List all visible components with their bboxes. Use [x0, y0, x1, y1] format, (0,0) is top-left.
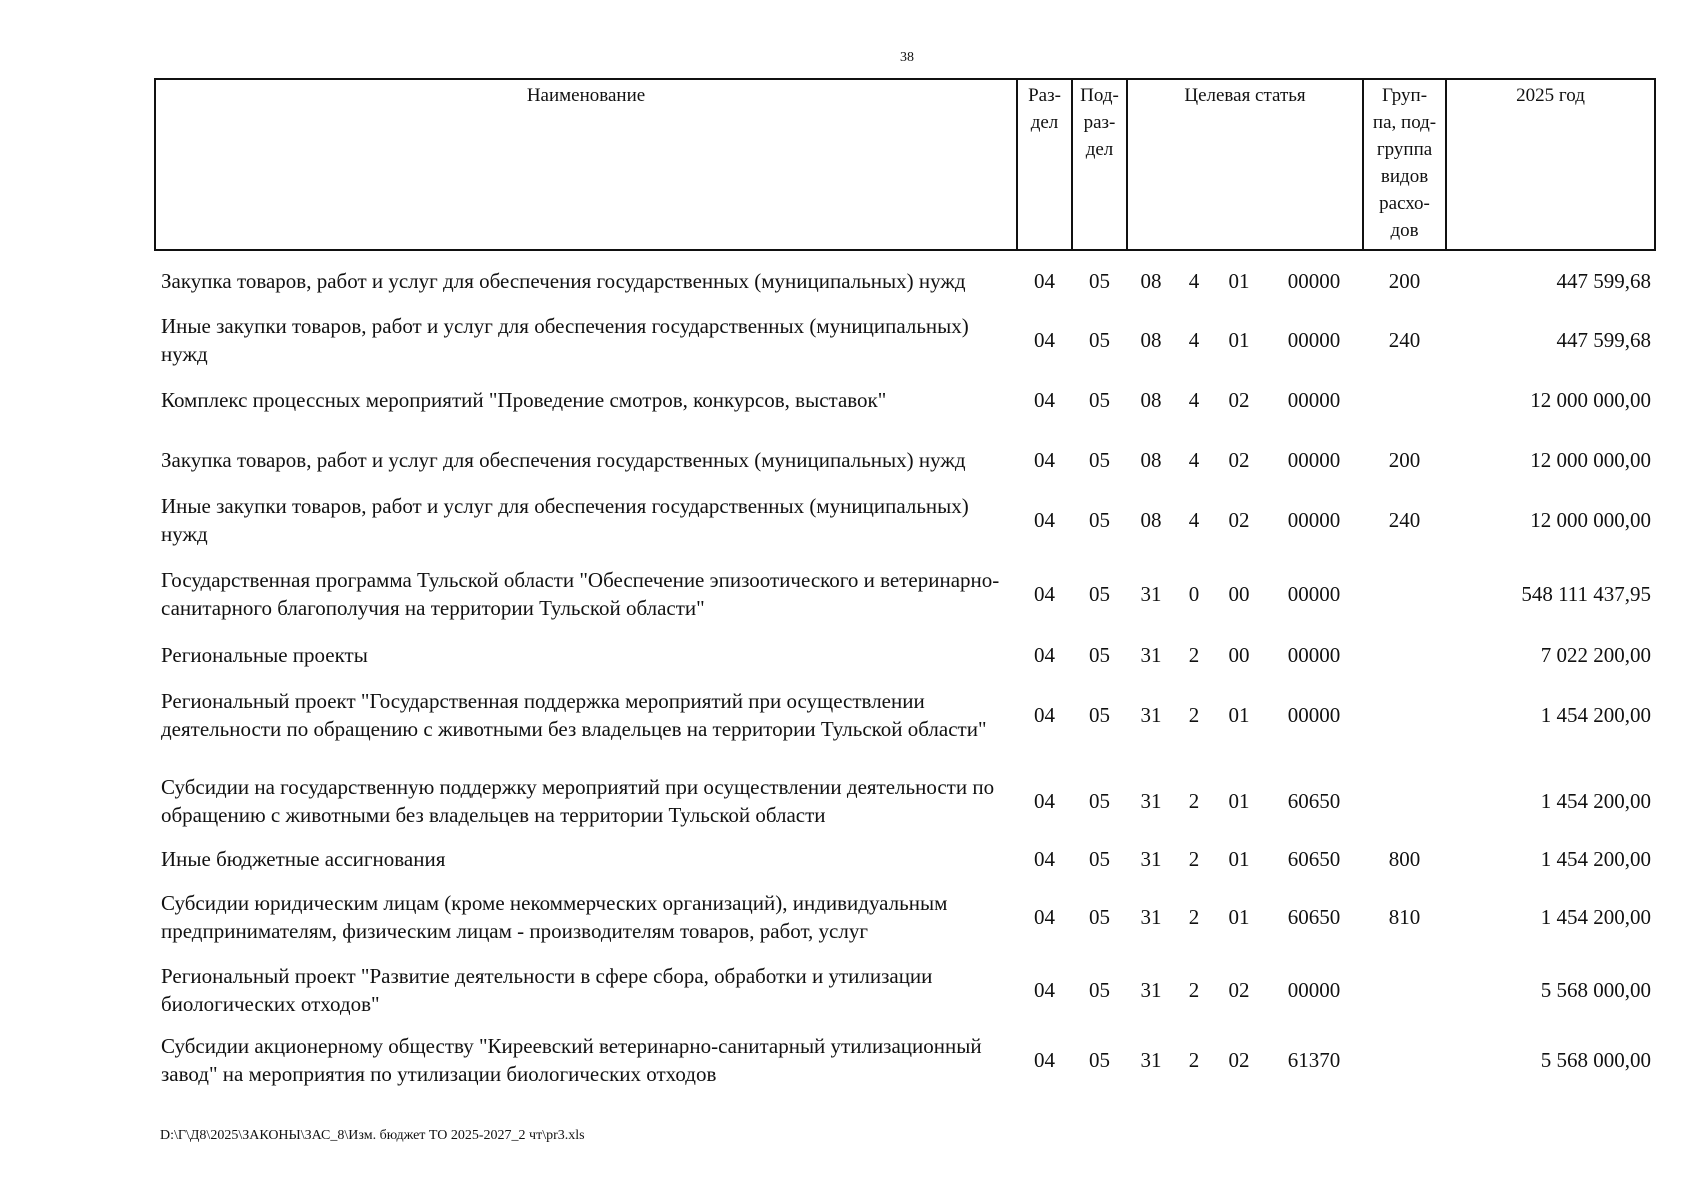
row-target-1: 31: [1140, 905, 1162, 929]
row-target-3: 01: [1228, 268, 1250, 293]
row-target-3: 01: [1228, 328, 1250, 352]
header-group-line: расхо-: [1379, 193, 1430, 214]
row-target-4: 60650: [1287, 789, 1341, 813]
row-target-3: 00: [1228, 643, 1250, 667]
row-target-2: 0: [1188, 582, 1200, 606]
header-name: Наименование: [155, 79, 1017, 250]
table-row: [155, 250, 1655, 310]
row-name: Региональный проект "Государственная поддержка мероприятий при осуществлении деятельности по обращению с животными без владельцев на территории Тульской области": [161, 689, 987, 741]
header-group-line: группа: [1376, 139, 1433, 160]
row-group: [1363, 370, 1446, 430]
footer-file-path: D:\Г\Д8\2025\ЗАКОНЫ\ЗАС_8\Изм. бюджет ТО 2025-2027_2 чт\pr3.xls: [160, 1128, 585, 1143]
row-podrazdel: 05: [1089, 582, 1110, 606]
row-target-3: 02: [1228, 1048, 1250, 1072]
row-sum: 447 599,68: [1556, 328, 1652, 352]
row-podrazdel: 05: [1089, 643, 1110, 667]
row-name: Субсидии акционерному обществу "Киреевский ветеринарно-санитарный утилизационный завод" на мероприятия по утилизации биологических отходов: [161, 1034, 982, 1086]
row-sum: 1 454 200,00: [1540, 847, 1652, 871]
row-target-1: 08: [1140, 508, 1162, 532]
row-razdel: 04: [1034, 703, 1055, 727]
header-podrazdel-line: раз-: [1083, 112, 1116, 133]
table-row: [155, 844, 1655, 874]
row-podrazdel: 05: [1089, 268, 1110, 293]
row-name: Региональные проекты: [161, 643, 368, 667]
row-razdel: 04: [1034, 905, 1055, 929]
row-target-3: 01: [1228, 847, 1250, 871]
table-header: [155, 79, 1655, 250]
row-target-1: 31: [1140, 789, 1162, 813]
row-sum: 1 454 200,00: [1540, 703, 1652, 727]
header-podrazdel: [1072, 79, 1127, 250]
row-razdel: 04: [1034, 643, 1055, 667]
row-target-1: 08: [1140, 388, 1162, 412]
row-group: [1363, 672, 1446, 758]
row-target-1: 08: [1140, 268, 1162, 293]
row-podrazdel: 05: [1089, 1048, 1110, 1072]
row-sum: 12 000 000,00: [1530, 508, 1652, 532]
header-year: 2025 год: [1446, 79, 1655, 250]
header-group-line: па, под-: [1372, 112, 1437, 133]
row-target-4: 00000: [1287, 643, 1341, 667]
row-target-4: 00000: [1287, 508, 1341, 532]
row-target-4: 00000: [1287, 268, 1341, 293]
row-group: [1363, 960, 1446, 1020]
row-target-3: 02: [1228, 388, 1250, 412]
row-razdel: 04: [1034, 448, 1055, 472]
row-target-2: 2: [1188, 978, 1200, 1002]
row-target-2: 2: [1188, 643, 1200, 667]
row-name: Государственная программа Тульской области "Обеспечение эпизоотического и ветеринарно-санитарного благополучия на территории Тульской области": [161, 568, 1000, 620]
row-sum: 447 599,68: [1556, 268, 1652, 293]
row-group: 810: [1388, 905, 1421, 929]
row-group: [1363, 758, 1446, 844]
row-target-1: 31: [1140, 643, 1162, 667]
row-target-2: 4: [1188, 448, 1200, 472]
row-target-2: 2: [1188, 703, 1200, 727]
row-name: Региональный проект "Развитие деятельности в сфере сбора, обработки и утилизации биологических отходов": [161, 964, 933, 1016]
row-target-1: 31: [1140, 847, 1162, 871]
table-row: [155, 874, 1655, 960]
row-target-4: 00000: [1287, 703, 1341, 727]
row-razdel: 04: [1034, 1048, 1055, 1072]
row-target-4: 00000: [1287, 328, 1341, 352]
row-target-4: 60650: [1287, 905, 1341, 929]
row-target-4: 00000: [1287, 582, 1341, 606]
row-podrazdel: 05: [1089, 388, 1110, 412]
row-target-3: 02: [1228, 978, 1250, 1002]
row-target-2: 4: [1188, 328, 1200, 352]
row-razdel: 04: [1034, 268, 1055, 293]
row-sum: 1 454 200,00: [1540, 905, 1652, 929]
row-name: Субсидии юридическим лицам (кроме некоммерческих организаций), индивидуальным предпринимателям, физическим лицам - производителям товаров, работ, услуг: [161, 891, 948, 943]
row-sum: 5 568 000,00: [1540, 1048, 1652, 1072]
row-target-2: 2: [1188, 847, 1200, 871]
row-name: Иные закупки товаров, работ и услуг для обеспечения государственных (муниципальных) нужд: [161, 314, 969, 366]
row-group: [1363, 638, 1446, 672]
row-sum: 1 454 200,00: [1540, 789, 1652, 813]
row-name: Закупка товаров, работ и услуг для обеспечения государственных (муниципальных) нужд: [161, 268, 966, 293]
table-row: [155, 758, 1655, 844]
row-group: [1363, 550, 1446, 638]
row-group: 240: [1388, 508, 1421, 532]
header-group-line: Груп-: [1382, 85, 1428, 106]
row-group: [1363, 1020, 1446, 1100]
row-target-1: 31: [1140, 978, 1162, 1002]
row-razdel: 04: [1034, 582, 1055, 606]
row-target-3: 01: [1228, 703, 1250, 727]
row-name: Иные бюджетные ассигнования: [161, 847, 446, 871]
row-target-2: 2: [1188, 905, 1200, 929]
header-podrazdel-line: Под-: [1080, 85, 1119, 106]
row-group: 240: [1388, 328, 1421, 352]
header-razdel-line: Раз-: [1028, 85, 1061, 106]
row-name: Субсидии на государственную поддержку мероприятий при осуществлении деятельности по обращению с животными без владельцев на территории Тульской области: [161, 775, 995, 827]
row-razdel: 04: [1034, 508, 1055, 532]
row-razdel: 04: [1034, 388, 1055, 412]
row-target-2: 4: [1188, 508, 1200, 532]
row-target-1: 31: [1140, 703, 1162, 727]
row-podrazdel: 05: [1089, 703, 1110, 727]
row-target-4: 00000: [1287, 388, 1341, 412]
row-target-2: 2: [1188, 789, 1200, 813]
header-razdel-line: дел: [1030, 112, 1059, 133]
table-row: [155, 490, 1655, 550]
row-sum: 12 000 000,00: [1530, 448, 1652, 472]
row-target-2: 4: [1188, 388, 1200, 412]
row-name: Иные закупки товаров, работ и услуг для обеспечения государственных (муниципальных) нужд: [161, 494, 969, 546]
row-podrazdel: 05: [1089, 448, 1110, 472]
table-row: [155, 430, 1655, 490]
row-target-4: 00000: [1287, 978, 1341, 1002]
row-podrazdel: 05: [1089, 328, 1110, 352]
row-target-4: 00000: [1287, 448, 1341, 472]
row-target-3: 01: [1228, 905, 1250, 929]
row-razdel: 04: [1034, 328, 1055, 352]
row-target-2: 4: [1188, 268, 1200, 293]
header-razdel: [1017, 79, 1072, 250]
row-target-3: 01: [1228, 789, 1250, 813]
row-group: 200: [1388, 268, 1421, 293]
row-target-4: 61370: [1287, 1048, 1341, 1072]
row-target-1: 08: [1140, 328, 1162, 352]
table-row: [155, 672, 1655, 758]
header-target: Целевая статья: [1127, 79, 1363, 250]
row-sum: 7 022 200,00: [1540, 643, 1652, 667]
row-target-4: 60650: [1287, 847, 1341, 871]
row-razdel: 04: [1034, 789, 1055, 813]
row-target-1: 31: [1140, 1048, 1162, 1072]
row-razdel: 04: [1034, 847, 1055, 871]
header-group-line: видов: [1380, 166, 1429, 187]
row-target-3: 00: [1228, 582, 1250, 606]
table-row: [155, 1020, 1655, 1100]
row-podrazdel: 05: [1089, 508, 1110, 532]
page-number: 38: [900, 50, 914, 65]
row-target-3: 02: [1228, 448, 1250, 472]
row-podrazdel: 05: [1089, 789, 1110, 813]
row-razdel: 04: [1034, 978, 1055, 1002]
row-podrazdel: 05: [1089, 847, 1110, 871]
header-group: [1363, 79, 1446, 250]
row-group: 200: [1388, 448, 1421, 472]
table-row: [155, 960, 1655, 1020]
row-podrazdel: 05: [1089, 905, 1110, 929]
row-sum: 5 568 000,00: [1540, 978, 1652, 1002]
row-sum: 12 000 000,00: [1530, 388, 1652, 412]
row-target-3: 02: [1228, 508, 1250, 532]
row-target-1: 08: [1140, 448, 1162, 472]
row-name: Комплекс процессных мероприятий "Проведение смотров, конкурсов, выставок": [161, 388, 887, 412]
table-row: [155, 370, 1655, 430]
row-group: 800: [1388, 847, 1421, 871]
table-row: [155, 310, 1655, 370]
table-body: [155, 250, 1655, 1100]
row-podrazdel: 05: [1089, 978, 1110, 1002]
table-row: [155, 638, 1655, 672]
header-podrazdel-line: дел: [1085, 139, 1114, 160]
table-row: [155, 550, 1655, 638]
header-group-line: дов: [1390, 220, 1419, 241]
budget-table: [154, 78, 1656, 1100]
row-name: Закупка товаров, работ и услуг для обеспечения государственных (муниципальных) нужд: [161, 448, 966, 472]
row-sum: 548 111 437,95: [1521, 582, 1652, 606]
row-target-2: 2: [1188, 1048, 1200, 1072]
row-target-1: 31: [1140, 582, 1162, 606]
